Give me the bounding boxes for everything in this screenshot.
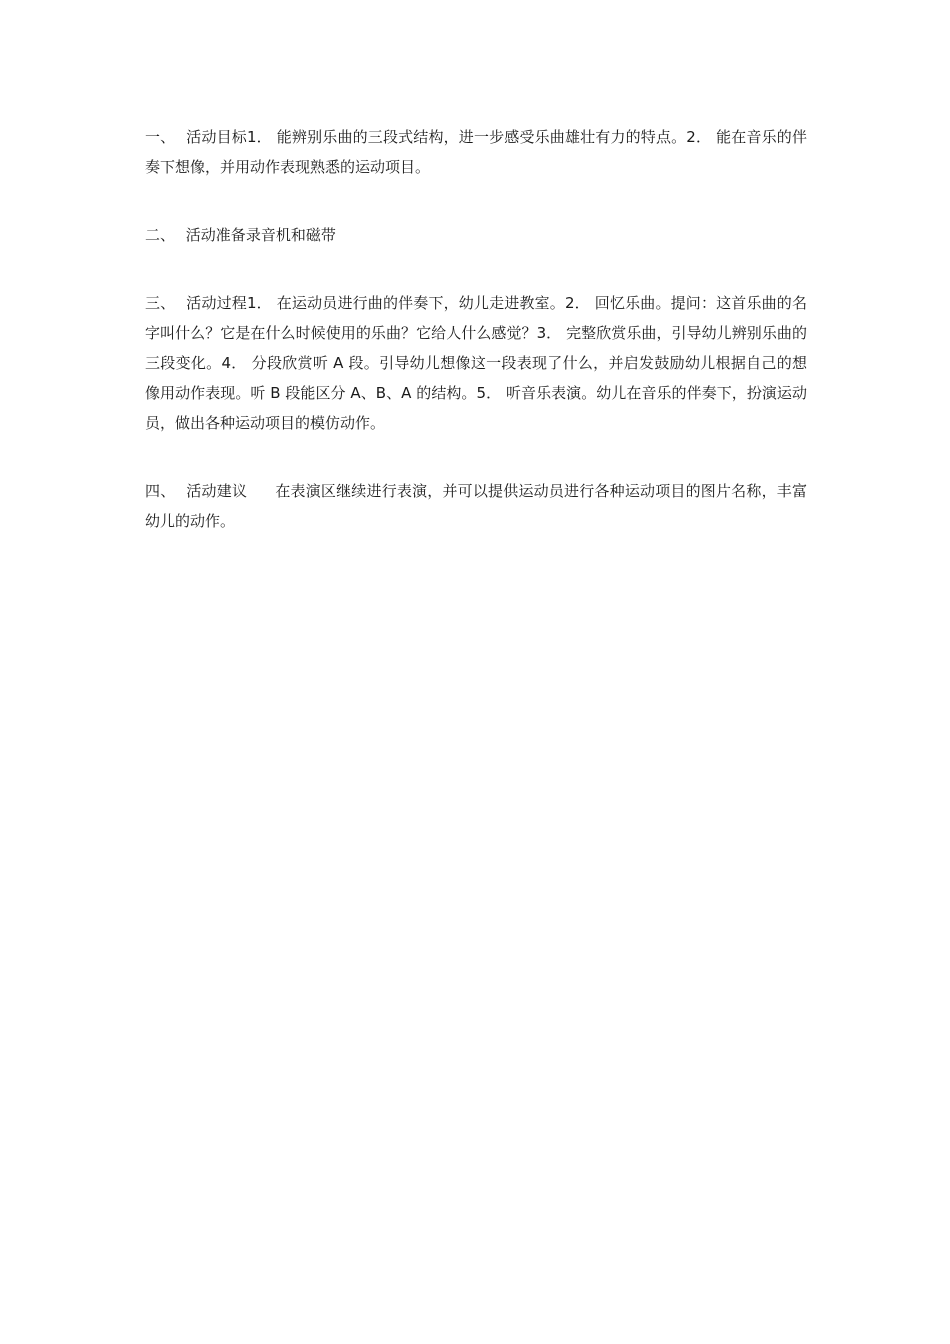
- section-heading: 活动准备: [185, 226, 246, 244]
- section-objectives: [145, 122, 807, 182]
- section-number: 一、: [145, 128, 176, 146]
- section-heading: 活动建议: [186, 482, 248, 500]
- document-body: [145, 122, 807, 574]
- section-body: 1． 能辨别乐曲的三段式结构，进一步感受乐曲雄壮有力的特点。2． 能在音乐的伴奏下想像，并用动作表现熟悉的运动项目。: [145, 128, 807, 176]
- section-number: 四、: [145, 482, 176, 500]
- section-body: 1． 在运动员进行曲的伴奏下，幼儿走进教室。2． 回忆乐曲。提问：这首乐曲的名字叫什么？它是在什么时候使用的乐曲？它给人什么感觉？3． 完整欣赏乐曲，引导幼儿辨别乐曲的三段变化。4． 分段欣赏听 A 段。引导幼儿想像这一段表现了什么，并启发鼓励幼儿根据自己的想像用动作表现。听 B 段能区分 A、B、A 的结构。5． 听音乐表演。幼儿在音乐的伴奏下，扮演运动员，做出各种运动项目的模仿动作。: [145, 294, 807, 432]
- section-suggestions: [145, 476, 807, 536]
- section-number: 二、: [145, 226, 176, 244]
- section-process: [145, 288, 807, 438]
- section-body: 录音机和磁带: [245, 226, 336, 244]
- section-preparation: [145, 220, 807, 250]
- section-heading: 活动过程: [186, 294, 247, 312]
- section-heading: 活动目标: [186, 128, 247, 146]
- section-body: 在表演区继续进行表演，并可以提供运动员进行各种运动项目的图片名称，丰富幼儿的动作。: [145, 482, 807, 530]
- section-number: 三、: [145, 294, 176, 312]
